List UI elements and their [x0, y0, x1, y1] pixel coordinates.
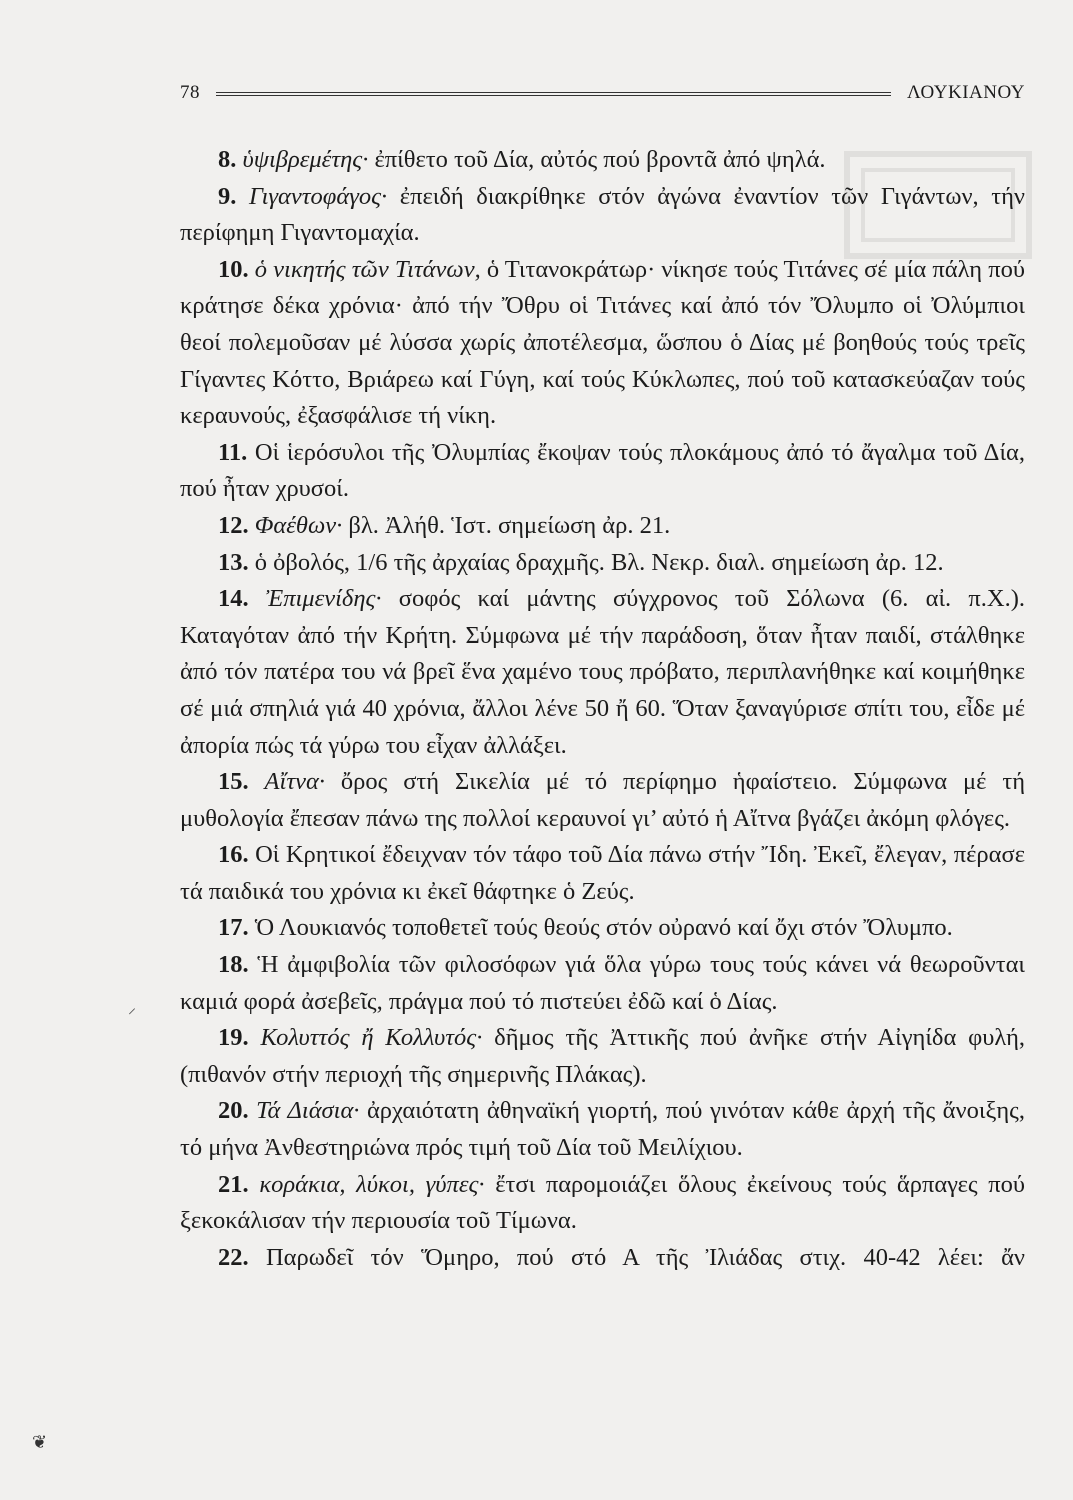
note-text: ἔτσι παρομοιάζει ὅλους ἐκείνους τούς ἅρπαγες πού ξεκοκάλισαν τήν περιουσία τοῦ Τίμωνα.	[180, 1170, 1025, 1235]
note-number: 9.	[218, 182, 237, 210]
note-8	[180, 142, 1025, 179]
note-term: Τά Διάσια·	[256, 1097, 360, 1125]
note-number: 18.	[218, 951, 249, 979]
note-text: Οἱ Κρητικοί ἔδειχναν τόν τάφο τοῦ Δία πάνω στήν Ἴδη. Ἐκεῖ, ἔλεγαν, πέρασε τά παιδικά του χρόνια κι ἐκεῖ θάφτηκε ὁ Ζεύς.	[180, 841, 1025, 905]
note-number: 17.	[218, 914, 249, 942]
margin-pencil-mark: ⸝	[128, 998, 137, 1017]
notes-body	[180, 142, 1025, 1276]
note-number: 21.	[218, 1170, 249, 1198]
note-11	[180, 435, 1025, 508]
note-term: Φαέθων·	[254, 511, 343, 539]
note-number: 19.	[218, 1024, 249, 1052]
note-10	[180, 252, 1025, 435]
note-16	[180, 837, 1025, 910]
note-number: 15.	[218, 768, 249, 796]
note-number: 10.	[218, 255, 249, 283]
note-term: ὁ νικητής τῶν Τιτάνων,	[254, 255, 481, 283]
note-text: δῆμος τῆς Ἀττικῆς πού ἀνῆκε στήν Αἰγηίδα φυλή, (πιθανόν στήν περιοχή τῆς σημερινῆς Πλάκας).	[180, 1024, 1026, 1088]
ink-blot-mark: ❦	[32, 1432, 48, 1453]
note-18	[180, 947, 1025, 1020]
page-number: 78	[180, 82, 200, 103]
note-number: 13.	[218, 548, 249, 576]
note-term: κοράκια, λύκοι, γύπες·	[259, 1170, 485, 1198]
note-19	[180, 1020, 1025, 1093]
running-header	[180, 78, 1025, 108]
note-number: 20.	[218, 1097, 249, 1125]
note-term: Αἴτνα·	[264, 768, 325, 796]
note-text: Οἱ ἱερόσυλοι τῆς Ὀλυμπίας ἔκοψαν τούς πλοκάμους ἀπό τό ἄγαλμα τοῦ Δία, πού ἦταν χρυσοί.	[180, 438, 1025, 503]
note-12	[180, 508, 1025, 545]
note-20	[180, 1093, 1025, 1166]
note-17	[180, 910, 1025, 947]
note-number: 8.	[218, 146, 237, 173]
header-rule	[216, 92, 891, 96]
note-number: 22.	[218, 1243, 249, 1271]
note-text: βλ. Ἀλήθ. Ἱστ. σημείωση ἀρ. 21.	[342, 511, 671, 539]
note-text: ὄρος στή Σικελία μέ τό περίφημο ἡφαίστειο. Σύμφωνα μέ τή μυθολογία ἔπεσαν πάνω της πολλοί κεραυνοί γι’ αὐτό ἡ Αἴτνα βγάζει ἀκόμη φλόγες.	[180, 768, 1026, 832]
note-13	[180, 545, 1025, 582]
note-text: ἐπειδή διακρίθηκε στόν ἀγώνα ἐναντίον τῶν Γιγάντων, τήν περίφημη Γιγαντομαχία.	[180, 182, 1026, 247]
note-text: Ἡ ἀμφιβολία τῶν φιλοσόφων γιά ὅλα γύρω τους τούς κάνει νά θεωροῦνται καμιά φορά ἀσεβεῖς, πράγμα πού τό πιστεύει ἐδῶ καί ὁ Δίας.	[180, 951, 1025, 1015]
note-number: 16.	[218, 841, 249, 869]
note-text: Παρωδεῖ τόν Ὅμηρο, πού στό Α τῆς Ἰλιάδας στιχ. 40-42 λέει: ἄν	[248, 1243, 1025, 1271]
note-term: Κολυττός ἤ Κολλυτός·	[260, 1024, 483, 1052]
running-title: ΛΟΥΚΙΑΝΟΥ	[907, 82, 1025, 103]
note-21	[180, 1167, 1025, 1240]
note-text: ὁ ὀβολός, 1/6 τῆς ἀρχαίας δραχμῆς. Βλ. Νεκρ. διαλ. σημείωση ἀρ. 12.	[248, 548, 944, 576]
note-text: ἐπίθετο τοῦ Δία, αὐτός πού βροντᾶ ἀπό ψηλά.	[368, 146, 826, 173]
note-15	[180, 764, 1025, 837]
note-term: ὑψιβρεμέτης·	[242, 146, 369, 173]
note-term: Γιγαντοφάγος·	[249, 182, 388, 210]
note-number: 12.	[218, 511, 249, 539]
note-text: Ὁ Λουκιανός τοποθετεῖ τούς θεούς στόν οὐρανό καί ὄχι στόν Ὄλυμπο.	[248, 914, 953, 942]
note-number: 11.	[218, 438, 248, 466]
note-term: Ἐπιμενίδης·	[265, 585, 382, 613]
note-9	[180, 179, 1025, 252]
note-number: 14.	[218, 585, 249, 613]
note-text: σοφός καί μάντης σύγχρονος τοῦ Σόλωνα (6. αἰ. π.Χ.). Καταγόταν ἀπό τήν Κρήτη. Σύμφωνα μέ τήν παράδοση, ὅταν ἦταν παιδί, στάλθηκε ἀπό τόν πατέρα του νά βρεῖ ἕνα χαμένο τους πρόβατο, περιπλανήθηκε καί κοιμήθηκε σέ μιά σπηλιά γιά 40 χρόνια, ἄλλοι λένε 50 ἤ 60. Ὅταν ξαναγύρισε σπίτι του, εἶδε μέ ἀπορία πώς τά γύρω του εἶχαν ἀλλάξει.	[180, 585, 1025, 759]
note-text: ὁ Τιτανοκράτωρ· νίκησε τούς Τιτάνες σέ μία πάλη πού κράτησε δέκα χρόνια· ἀπό τήν Ὄθρυ οἱ Τιτάνες καί ἀπό τόν Ὄλυμπο οἱ Ὀλύμπιοι θεοί πολεμοῦσαν μέ λύσσα χωρίς ἀποτέλεσμα, ὥσπου ὁ Δίας μέ βοηθούς τούς τρεῖς Γίγαντες Κόττο, Βριάρεω καί Γύγη, καί τούς Κύκλωπες, πού τοῦ κατασκεύαζαν τούς κεραυνούς, ἐξασφάλισε τή νίκη.	[180, 255, 1025, 430]
note-text: ἀρχαιότατη ἀθηναϊκή γιορτή, πού γινόταν κάθε ἀρχή τῆς ἄνοιξης, τό μήνα Ἀνθεστηριώνα πρός τιμή τοῦ Δία τοῦ Μειλίχιου.	[180, 1097, 1026, 1162]
note-22	[180, 1240, 1025, 1277]
note-14	[180, 581, 1025, 764]
